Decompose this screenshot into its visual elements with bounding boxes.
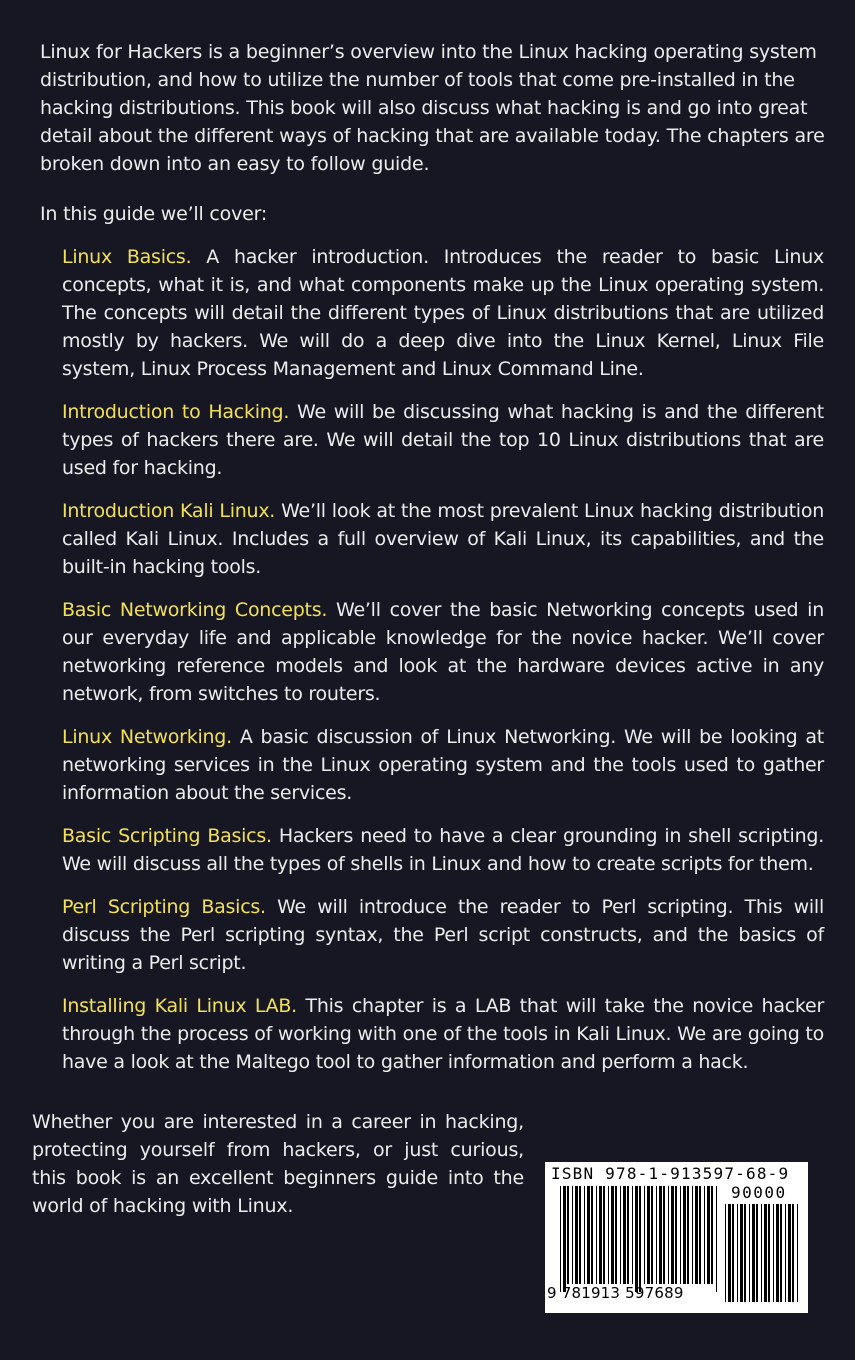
barcode-bar <box>591 1186 593 1284</box>
barcode-bar <box>656 1186 657 1284</box>
chapter-item <box>62 822 824 878</box>
cover-heading: In this guide we’ll cover: <box>40 203 268 225</box>
chapter-description: We’ll look at the most prevalent Linux hacking distribution called Kali Linux. Includes a full overview of Kali Linux, its capabilities, and the built-in hacking tools. <box>62 500 825 578</box>
barcode-bar <box>756 1204 758 1302</box>
barcode-bar <box>725 1204 726 1302</box>
barcode-ean-digits: 9 781913 597689 <box>547 1284 684 1302</box>
barcode-bar <box>627 1186 629 1284</box>
chapter-description: We’ll cover the basic Networking concepts used in our everyday life and applicable knowledge for the novice hacker. We’ll cover networking reference models and look at the hardware devices active in any network, from switches to routers. <box>62 599 824 705</box>
barcode-bar <box>647 1186 650 1284</box>
chapter-list <box>62 243 824 1091</box>
barcode-bar <box>716 1186 717 1292</box>
chapter-item <box>62 723 824 807</box>
barcode-bar <box>611 1186 614 1284</box>
barcode-bar <box>744 1204 746 1302</box>
barcode-bar <box>740 1204 743 1302</box>
barcode-bar <box>687 1186 689 1284</box>
barcode-bar <box>608 1186 609 1284</box>
barcode-bar <box>780 1204 782 1302</box>
barcode-bar <box>675 1186 677 1284</box>
barcode-bar <box>560 1186 561 1292</box>
barcode-bar <box>567 1186 569 1284</box>
barcode-addon-number: 90000 <box>731 1183 787 1202</box>
barcode-bar <box>785 1204 786 1302</box>
chapter-description: A hacker introduction. Introduces the reader to basic Linux concepts, what it is, and what components make up the Linux operating system. The concepts will detail the different types of Linux distributions that are utilized mostly by hackers. We will do a deep dive into the Linux Kernel, Linux File system, Linux Process Management and Linux Command Line. <box>62 246 824 380</box>
chapter-item <box>62 398 824 482</box>
intro-paragraph: Linux for Hackers is a beginner’s overview into the Linux hacking operating system distribution, and how to utilize the number of tools that come pre-installed in the hacking distributions. This book will also discuss what hacking is and go into great detail about the different ways of hacking that are available today. The chapters are broken down into an easy to follow guide. <box>40 41 825 175</box>
barcode-bar <box>788 1204 791 1302</box>
barcode-bar <box>683 1186 686 1284</box>
chapter-description: This chapter is a LAB that will take the novice hacker through the process of working with one of the tools in Kali Linux. We are going to have a look at the Maltego tool to gather information and perform a hack. <box>62 995 825 1073</box>
chapter-title: Introduction Kali Linux. <box>62 500 276 522</box>
barcode-bar <box>707 1186 710 1284</box>
barcode-bar <box>737 1204 738 1302</box>
barcode-bar <box>599 1186 602 1284</box>
barcode-bar <box>584 1186 585 1284</box>
barcode-bar <box>575 1186 578 1284</box>
barcode-bar <box>752 1204 755 1302</box>
barcode-bar <box>776 1204 779 1302</box>
chapter-title: Linux Networking. <box>62 726 232 748</box>
chapter-description: We will be discussing what hacking is and the different types of hackers there are. We will detail the top 10 Linux distributions that are used for hacking. <box>62 401 824 479</box>
barcode-bar <box>663 1186 665 1284</box>
barcode-bar <box>668 1186 669 1284</box>
chapter-title: Basic Scripting Basics. <box>62 825 272 847</box>
barcode-bar <box>632 1186 633 1284</box>
barcode-bar <box>792 1204 794 1302</box>
chapter-title: Perl Scripting Basics. <box>62 896 266 918</box>
closing-paragraph: Whether you are interested in a career in hacking, protecting yourself from hackers, or just curious, this book is an excellent beginners guide into the world of hacking with Linux. <box>32 1111 524 1217</box>
barcode-bar <box>749 1204 750 1302</box>
chapter-title: Installing Kali Linux LAB. <box>62 995 297 1017</box>
barcode-bar <box>768 1204 770 1302</box>
barcode-bar <box>728 1204 731 1302</box>
chapter-item <box>62 596 824 708</box>
isbn-barcode <box>545 1162 808 1313</box>
barcode-bar <box>572 1186 573 1284</box>
chapter-title: Basic Networking Concepts. <box>62 599 328 621</box>
barcode-bar <box>680 1186 681 1284</box>
barcode-bar <box>699 1186 701 1284</box>
barcode-bar <box>764 1204 767 1302</box>
chapter-title: Introduction to Hacking. <box>62 401 290 423</box>
barcode-bar <box>732 1204 734 1302</box>
barcode-bar <box>711 1186 713 1284</box>
barcode-bar <box>671 1186 674 1284</box>
barcode-bar <box>615 1186 617 1284</box>
barcode-bar <box>587 1186 590 1284</box>
barcode-bar <box>596 1186 597 1284</box>
chapter-description: Hackers need to have a clear grounding in shell scripting. We will discuss all the types of shells in Linux and how to create scripts for them. <box>62 825 824 875</box>
barcode-bar <box>695 1186 698 1284</box>
chapter-description: A basic discussion of Linux Networking. We will be looking at networking services in the Linux operating system and the tools used to gather information about the services. <box>62 726 825 804</box>
barcode-bar <box>579 1186 581 1284</box>
barcode-bar <box>659 1186 662 1284</box>
chapter-item <box>62 497 824 581</box>
chapter-item <box>62 243 824 383</box>
barcode-bar <box>563 1186 566 1292</box>
barcode-bar <box>620 1186 621 1284</box>
barcode-bar <box>623 1186 626 1284</box>
barcode-bar <box>797 1204 798 1302</box>
barcode-bar <box>639 1186 641 1292</box>
barcode-bar <box>704 1186 705 1284</box>
chapter-item <box>62 893 824 977</box>
barcode-bar <box>603 1186 605 1284</box>
barcode-bar <box>644 1186 645 1284</box>
barcode-bar <box>761 1204 762 1302</box>
barcode-bar <box>692 1186 693 1284</box>
barcode-bar <box>651 1186 653 1284</box>
chapter-description: We will introduce the reader to Perl scripting. This will discuss the Perl scripting syntax, the Perl script constructs, and the basics of writing a Perl script. <box>62 896 824 974</box>
chapter-item <box>62 992 824 1076</box>
barcode-bar <box>773 1204 774 1302</box>
chapter-title: Linux Basics. <box>62 246 192 268</box>
barcode-bar <box>635 1186 638 1292</box>
isbn-label: ISBN 978-1-913597-68-9 <box>551 1164 790 1183</box>
